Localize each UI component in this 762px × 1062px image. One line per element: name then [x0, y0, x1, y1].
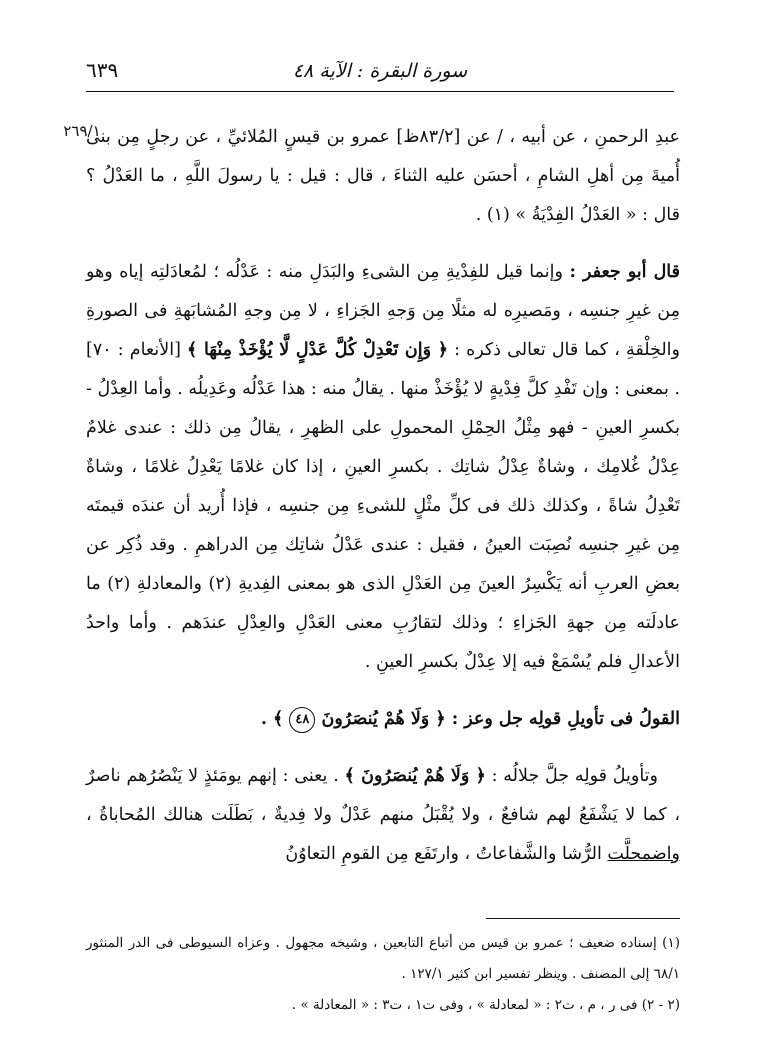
header-rule — [86, 91, 674, 92]
speaker-label: قال أبو جعفر : — [569, 262, 680, 282]
underlined-word: واضمحلَّت — [607, 844, 680, 864]
paragraph-commentary — [86, 253, 680, 682]
interpretation-text-a: وتأويلُ قولِه جلَّ جلالُه : — [491, 766, 658, 786]
running-title: سورة البقرة : الآية ٤٨ — [292, 60, 468, 82]
section-heading — [86, 700, 680, 739]
quran-quote: ﴿ وَإِن تَعْدِلْ كُلَّ عَدْلٍ لَّا يُؤْخَذْ مِنْهَا ﴾ — [187, 340, 448, 360]
commentary-text-b: [الأنعام : ٧٠] . بمعنى : وإن تَفْدِ كلَّ فِدْيةٍ لا يُؤْخَذْ منها . يقالُ منه : هذا عَدْلُه وعَدِيلُه . وأما العِدْلُ - بكسرِ العينِ - فهو مِثْلُ الحِمْلِ المحمولِ على الظهرِ ، يقالُ مِن ذلك : عندى غلامٌ عِدْلُ غُلامِك ، وشاةٌ عِدْلُ شاتِك . بكسرِ العينِ ، إذا كان غلامًا يَعْدِلُ غلامًا ، وشاةٌ تَعْدِلُ شاةً ، وكذلك ذلك فى كلِّ مثْلٍ للشىءِ مِن جنسِه ، فإذا أُريد أن عندَه قيمتَه مِن غيرِ جنسِه نُصِبَت العينُ ، فقيل : عندى عَدْلُ شاتِك مِن الدراهمِ . وقد ذُكِر عن بعضِ العربِ أنه يَكْسِرُ العينَ مِن العَدْلِ الذى هو بمعنى الفِديةِ (٢) والمعادلةِ (٢) ما عادلَته مِن جهةِ الجَزاءِ ؛ وذلك لتقارُبِ معنى العَدْلِ والعِدْلِ عندَهم . وأما واحدُ الأعدالِ فلم يُسْمَعْ فيه إلا عِدْلٌ بكسرِ العينِ . — [86, 340, 680, 672]
paragraph-interpretation — [86, 757, 680, 874]
footnote-2: (٢ - ٢) فى ر ، م ، ت٢ : « لمعادلة » ، وفى ت١ ، ت٣ : « المعادلة » . — [291, 997, 680, 1013]
heading-quran: ﴿ وَلَا هُمْ يُنصَرُونَ — [321, 709, 446, 729]
footnotes — [86, 928, 680, 1021]
page-header — [86, 52, 674, 92]
heading-close: ﴾ . — [260, 709, 284, 729]
heading-text: القولُ فى تأويلِ قولِه جل وعز : — [451, 709, 680, 729]
main-text — [86, 118, 680, 874]
paragraph-hadith: عبدِ الرحمنِ ، عن أبيه ، / عن [٨٣/٢ظ] عمرو بن قيسٍ المُلائيِّ ، عن رجلٍ مِن بنى أُميةَ مِن أهلِ الشامِ ، أحسَن عليه الثناءَ ، قال : قيل : يا رسولَ اللَّهِ ، ما العَدْلُ ؟ قال : « العَدْلُ الفِدْيَةُ » (١) . — [86, 127, 680, 225]
interpretation-text-b: . يعنى : إنهم يومَئذٍ لا يَنْصُرُهم ناصرٌ ، كما لا يَشْفَعُ لهم شافعٌ ، ولا يُقْبَلُ منهم عَدْلٌ ولا فِديةٌ ، بَطَلَت هنالك المُحاباةُ ، واضمحلَّت الرُّشا والشَّفاعاتُ ، وارتَفَع مِن القومِ التعاوُنُ — [86, 766, 680, 864]
commentary-text-a: وإنما قيل للفِدْيةِ مِن الشىءِ والبَدَلِ منه : عَدْلُه ؛ لمُعادَلتِه إياه وهو مِن غيرِ جنسِه ، ومَصيرِه له مثلًا مِن وَجهِ الجَزاءِ ، لا مِن وجهِ المُشابَهةِ فى الصورةِ والخِلْقةِ ، كما قال تعالى ذكره : — [86, 262, 680, 360]
page-number: ٦٣٩ — [86, 58, 119, 82]
footnote-1: (١) إسناده ضعيف ؛ عمرو بن قيس من أتباع التابعين ، وشيخه مجهول . وعزاه السيوطى فى الدر المنثور ٦٨/١ إلى المصنف . وينظر تفسير ابن كثير ١٢٧/١ . — [86, 935, 680, 982]
margin-reference: ٢٦٩/١ — [63, 122, 101, 140]
ayah-number-badge: ٤٨ — [289, 707, 315, 733]
interpretation-quran: ﴿ وَلَا هُمْ يُنصَرُونَ ﴾ — [344, 766, 486, 786]
footnote-rule — [486, 918, 680, 919]
